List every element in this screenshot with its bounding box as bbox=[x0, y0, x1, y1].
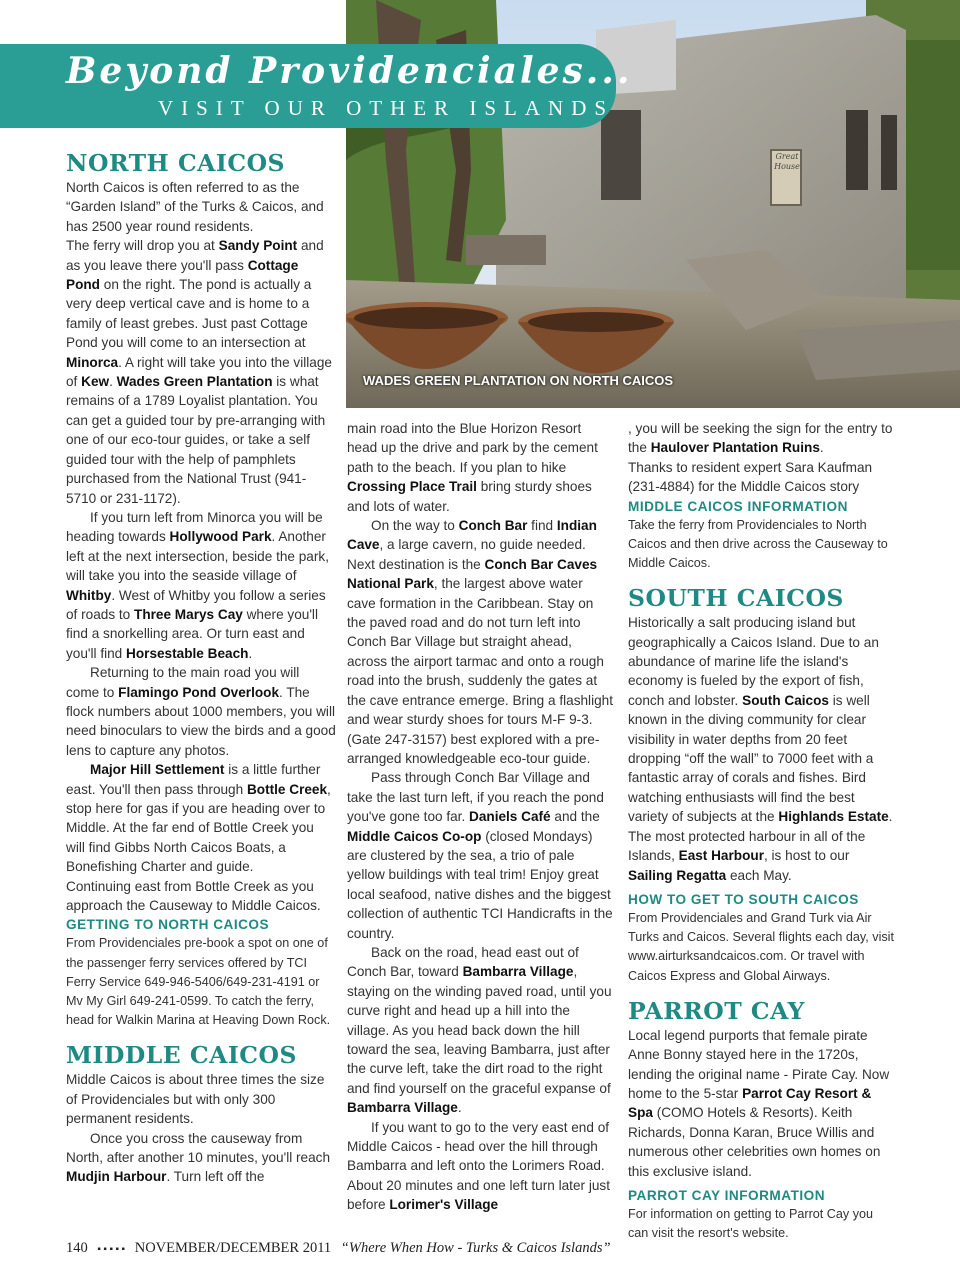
getting-to-north-caicos-text: From Providenciales pre-book a spot on one of the passenger ferry services offered by TCI Ferry Service 649-946-5406/649-231-4191 or Mv My Girl 649-241-0599. To catch the ferry, head for Walkin Marina at Heaving Down Rock. bbox=[66, 936, 331, 1028]
footer-dots: ▪ ▪ ▪ ▪ ▪ bbox=[97, 1244, 126, 1255]
publication-name: “Where When How - Turks & Caicos Islands” bbox=[340, 1240, 611, 1256]
great-house-sign: Great House bbox=[774, 152, 800, 171]
middle-caicos-trail-paragraph: main road into the Blue Horizon Resort head up the drive and park by the cement path to the beach. If you plan to hike Crossing Place Trail bring sturdy shoes and lots of water. bbox=[347, 421, 598, 514]
crossing-place-trail: Crossing Place Trail bbox=[347, 479, 477, 495]
banner-title: Beyond Providenciales... bbox=[66, 50, 633, 92]
page-footer bbox=[66, 1240, 617, 1257]
middle-caicos-heading: MIDDLE CAICOS bbox=[66, 1041, 297, 1070]
column-2 bbox=[347, 419, 615, 1215]
north-caicos-continuing-paragraph: Continuing east from Bottle Creek as you approach the Causeway to Middle Caicos. bbox=[66, 878, 321, 914]
north-caicos-intro: North Caicos is often referred to as the “Garden Island” of the Turks & Caicos, and has 2500 year round residents. bbox=[66, 180, 324, 234]
parrot-cay-information-heading: PARROT CAY INFORMATION bbox=[628, 1187, 826, 1203]
issue-date: NOVEMBER/DECEMBER 2011 bbox=[134, 1240, 332, 1256]
photo-caption: WADES GREEN PLANTATION ON NORTH CAICOS bbox=[363, 373, 674, 388]
column-3 bbox=[628, 419, 896, 1243]
north-caicos-heading: NORTH CAICOS bbox=[66, 149, 286, 177]
south-caicos-paragraph: Historically a salt producing island but geographically a Caicos Island. Due to an abundance of marine life the island's economy is fueled by the export of fish, conch and lobster. South Caicos is well known in the diving community for clear visibility in water depths from 20 feet dropping “off the wall” to 7000 feet with a fantastic array of corals and fishes. Bird watching enthusiasts will find the best variety of subjects at the Highlands Estate. The most protected harbour in all of the Islands, East Harbour, is host to our Sailing Regatta each May. bbox=[628, 615, 893, 883]
north-caicos-flamingo-paragraph: Returning to the main road you will come to Flamingo Pond Overlook. The flock numbers about 1000 members, you will need binoculars to view the birds and a good lens to capture any photos. bbox=[66, 665, 336, 758]
middle-caicos-village-paragraph: Pass through Conch Bar Village and take the last turn left, if you reach the pond you've gone too far. Daniels Café and the Middle Caicos Co-op (closed Mondays) are clustered by the sea, a trio of pale yellow buildings with teal trim! Enjoy great local seafood, native dishes and the biggest collection of authentic TCI Handicrafts in the country. bbox=[347, 770, 613, 941]
middle-caicos-intro: Middle Caicos is about three times the size of Providenciales but with only 300 permanent residents. bbox=[66, 1072, 325, 1127]
getting-to-north-caicos-heading: GETTING TO NORTH CAICOS bbox=[66, 917, 270, 933]
north-caicos-minorca-paragraph: If you turn left from Minorca you will be heading towards Hollywood Park. Another left at the next intersection, beside the park, will take you into the seaside village of Whitby. West of Whitby you follow a series of roads to Three Marys Cay where you'll find a snorkelling area. Or turn east and you'll find Horsestable Beach. bbox=[66, 509, 329, 661]
banner-subtitle: VISIT OUR OTHER ISLANDS bbox=[158, 96, 615, 120]
north-caicos-major-hill-paragraph: Major Hill Settlement is a little further east. You'll then pass through Bottle Creek, stop here for gas if you are heading over to Middle. At the far end of Bottle Creek you will find Gibbs North Caicos Boats, a Bonefishing Charter and guide. bbox=[66, 762, 331, 875]
north-caicos-ferry-paragraph: The ferry will drop you at Sandy Point and as you leave there you'll pass Cottage Pond on the right. The pond is actually a very deep vertical cave and is home to a family of least grebes. Just past Cottage Pond you will come to an intersection at Minorca. A right will take you into the village of Kew. Wades Green Plantation is what remains of a 1789 Loyalist plantation. You can get a guided tour by pre-arranging with one of our eco-tour guides, or take a self guided tour with the help of pamphlets purchased from the National Trust (941-5710 or 231-1172). bbox=[66, 238, 332, 506]
how-to-get-to-south-caicos-text: From Providenciales and Grand Turk via Air Turks and Caicos. Several flights each day, visit www.airturksandcaicos.com. Or travel with Caicos Express and Global Airways. bbox=[628, 910, 894, 983]
middle-caicos-haulover-paragraph: , you will be seeking the sign for the entry to the Haulover Plantation Ruins. bbox=[628, 421, 893, 456]
south-caicos-heading: SOUTH CAICOS bbox=[628, 584, 844, 613]
middle-caicos-conch-bar-paragraph: On the way to Conch Bar find Indian Cave, a large cavern, no guide needed. Next destination is the Conch Bar Caves National Park, the largest above water cave formation in the Caribbean. Stay on the paved road and do not turn left into Conch Bar Village but straight ahead, across the airport tarmac and onto a rough road into the brush, suddenly the gates at the cave entrance emerge. Bring a flashlight and wear sturdy shoes for tours M-F 9-3. (Gate 247-3157) best explored with a pre-arranged knowledgeable eco-tour guide. bbox=[347, 518, 613, 766]
middle-caicos-east-end-paragraph: If you want to go to the very east end of Middle Caicos - head over the hill through Bambarra and left onto the Lorimers Road. About 20 minutes and one left turn later just before Lorimer's Village bbox=[347, 1119, 610, 1213]
middle-caicos-credit: Thanks to resident expert Sara Kaufman (231-4884) for the Middle Caicos story bbox=[628, 459, 873, 495]
middle-caicos-bambarra-paragraph: Back on the road, head east out of Conch Bar, toward Bambarra Village, staying on the winding paved road, until you curve right and head up a hill into the village. As you head back down the hill toward the sea, leaving Bambarra, just after the curve left, take the dirt road to the right and find yourself on the graceful expanse of Bambarra Village. bbox=[347, 944, 612, 1116]
page-number: 140 bbox=[66, 1240, 88, 1256]
parrot-cay-heading: PARROT CAY bbox=[628, 996, 805, 1025]
middle-caicos-causeway-paragraph: Once you cross the causeway from North, after another 10 minutes, you'll reach Mudjin Harbour. Turn left off the bbox=[66, 1130, 331, 1185]
parrot-cay-paragraph: Local legend purports that female pirate Anne Bonny stayed here in the 1720s, lending the original name - Pirate Cay. Now home to the 5-star Parrot Cay Resort & Spa (COMO Hotels & Resorts). Keith Richards, Donna Karan, Bruce Willis and numerous other celebrities own homes on this exclusive island. bbox=[628, 1027, 890, 1179]
middle-caicos-information-heading: MIDDLE CAICOS INFORMATION bbox=[628, 498, 848, 514]
how-to-get-to-south-caicos-heading: HOW TO GET TO SOUTH CAICOS bbox=[628, 891, 859, 907]
column-1 bbox=[66, 148, 336, 1187]
middle-caicos-information-text: Take the ferry from Providenciales to North Caicos and then drive across the Causeway to Middle Caicos. bbox=[628, 517, 888, 571]
parrot-cay-information-text: For information on getting to Parrot Cay you can visit the resort's website. bbox=[628, 1206, 874, 1241]
